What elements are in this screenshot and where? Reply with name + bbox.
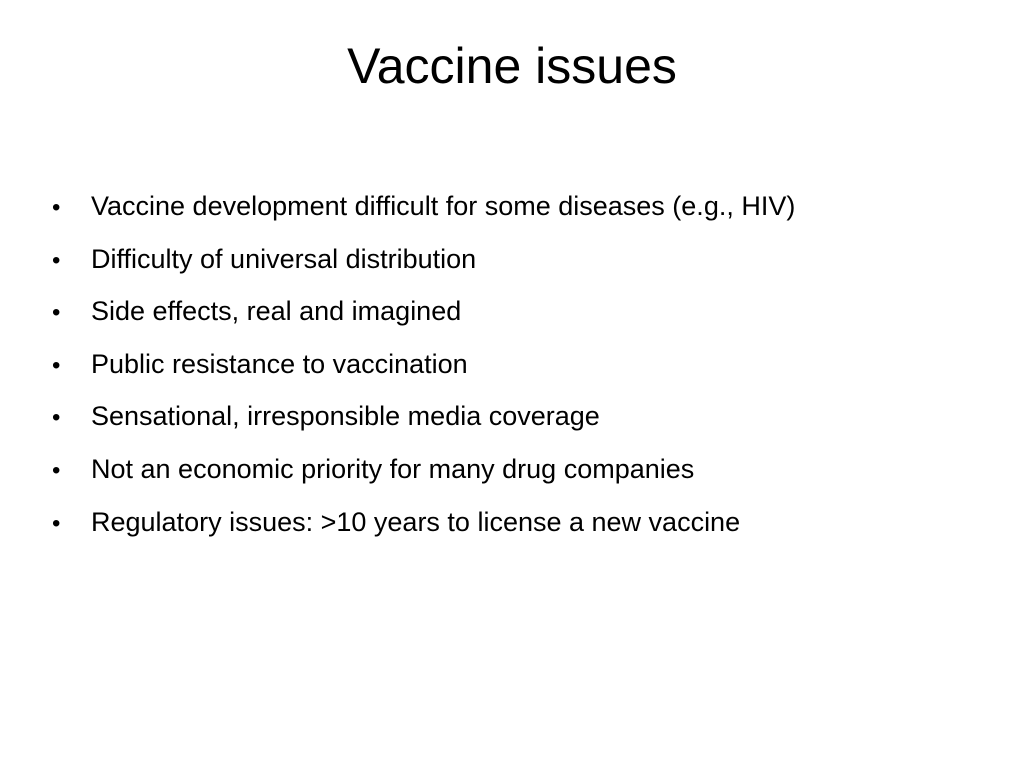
- list-item: [52, 338, 992, 391]
- bullet-icon: •: [52, 456, 61, 484]
- bullet-icon: •: [52, 299, 61, 327]
- list-item: [52, 390, 992, 443]
- bullet-text: Regulatory issues: >10 years to license a new vaccine: [91, 506, 741, 537]
- bullet-icon: •: [52, 194, 61, 221]
- bullet-list: [52, 180, 992, 548]
- list-item: [52, 180, 992, 233]
- bullet-icon: •: [52, 509, 61, 537]
- bullet-text: Side effects, real and imagined: [91, 296, 462, 327]
- bullet-icon: •: [52, 404, 61, 432]
- bullet-text: Public resistance to vaccination: [91, 348, 468, 379]
- list-item: [52, 285, 992, 338]
- bullet-text: Sensational, irresponsible media coverage: [91, 401, 600, 432]
- bullet-icon: •: [52, 246, 61, 274]
- list-item: [52, 496, 992, 549]
- bullet-text: Vaccine development difficult for some diseases (e.g., HIV): [91, 191, 796, 221]
- bullet-icon: •: [52, 351, 61, 379]
- list-item: [52, 443, 992, 496]
- slide-title: Vaccine issues: [347, 38, 677, 94]
- bullet-text: Difficulty of universal distribution: [91, 243, 477, 274]
- bullet-text: Not an economic priority for many drug companies: [91, 453, 695, 484]
- list-item: [52, 233, 992, 286]
